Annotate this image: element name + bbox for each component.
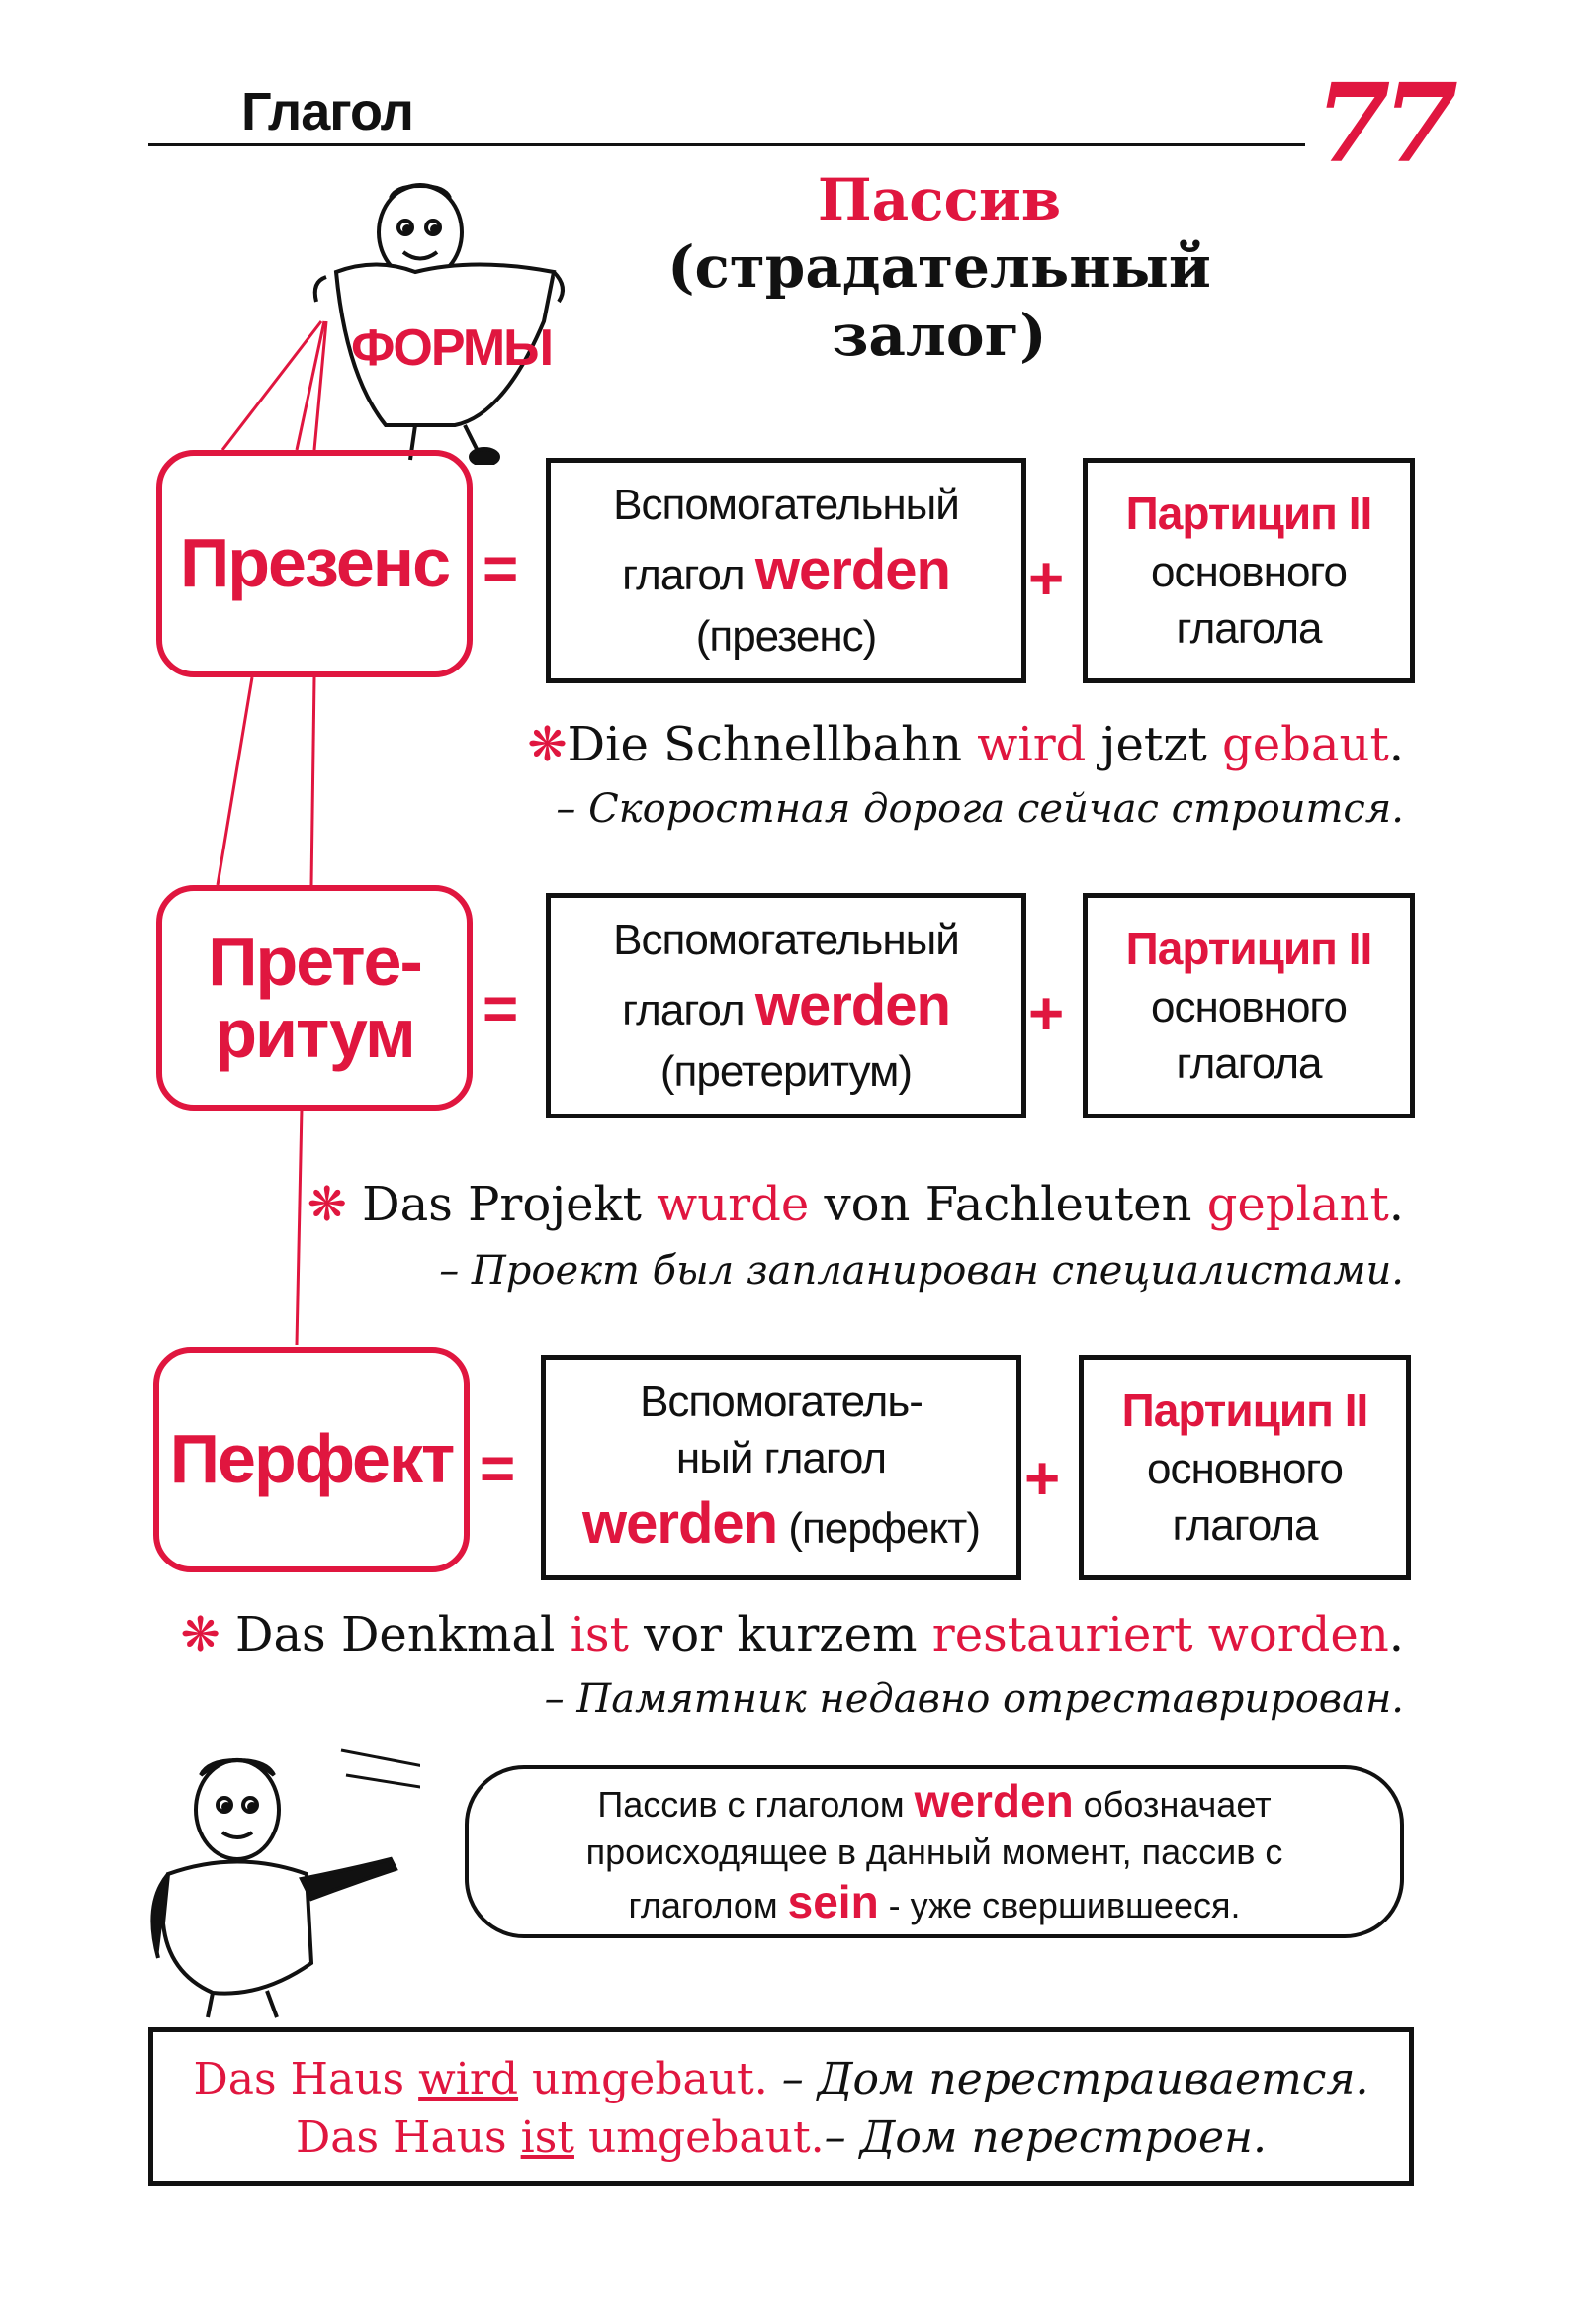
aux-verb-line [622,533,950,607]
star-icon: ❋ [180,1607,220,1662]
page-title [633,166,1246,369]
participle-title: Партицип II [1125,922,1372,974]
tense-label: Презенс [179,524,449,602]
plus-sign: + [1028,980,1065,1048]
text: von Fachleuten [809,1177,1207,1232]
example-russian: – Памятник недавно отреставрирован. [544,1676,1404,1722]
equals-sign: = [480,1435,516,1503]
text: Das Haus [193,2054,419,2104]
participle-box [1079,1355,1411,1580]
text: Das Projekt [362,1177,658,1232]
forms-label: ФОРМЫ [351,319,553,377]
aux-highlight: ist [570,1607,629,1662]
star-icon: ❋ [527,717,568,772]
translation: – Дом перестраивается. [767,2054,1369,2104]
text: umgebaut. [573,2112,825,2164]
text: . [1388,717,1404,772]
text: vor kurzem [628,1607,932,1662]
title-line-1: Пассив [817,166,1062,233]
text: . [1388,1607,1404,1662]
note-text [508,1773,1361,1931]
equals-sign: = [483,535,519,603]
plus-sign: + [1024,1445,1061,1513]
title-line-2: (страдательный [667,233,1211,302]
example-german [178,1177,1404,1232]
text: Die Schnellbahn [567,717,978,772]
title-line-3: залог) [832,301,1047,369]
auxiliary-box [546,893,1026,1118]
summary-box [148,2027,1414,2186]
participle-box [1083,458,1415,683]
aux-prefix: глагол [622,551,745,600]
tense-label-line: Прете- [208,922,421,1000]
participle-title: Партицип II [1125,487,1372,539]
aux-tense: (перфект) [788,1504,980,1554]
text: jetzt [1086,717,1223,772]
note-werden: werden [914,1774,1074,1827]
aux-tense: (презенс) [695,611,877,661]
example-russian: – Проект был запланирован специалистами. [439,1248,1404,1294]
participle-title: Партицип II [1121,1384,1368,1436]
participle-line: основного [1147,1444,1343,1493]
participle-highlight: gebaut [1222,717,1389,772]
chapter-title: Глагол [241,82,413,141]
aux-line: Вспомогательный [613,916,959,965]
aux-line: Вспомогатель- [640,1378,923,1427]
aux-line: Вспомогательный [613,481,959,530]
cartoon-character-pointing [143,1736,420,2022]
tense-label: Перфект [169,1420,454,1498]
page-number: 77 [1315,59,1451,187]
aux-verb: werden [754,538,950,603]
aux-verb: werden [582,1491,778,1557]
aux-line: ный глагол [675,1434,887,1483]
auxiliary-box [541,1355,1021,1580]
text: Das Denkmal [234,1607,571,1662]
plus-sign: + [1028,545,1065,613]
summary-line-1 [153,2050,1409,2108]
example-german [376,717,1404,772]
note-part: Пассив с глаголом [597,1783,915,1825]
translation: – Дом перестроен. [824,2112,1267,2164]
participle-box [1083,893,1415,1118]
text: Das Haus [296,2112,521,2164]
tense-label-line: ритум [215,995,414,1072]
note-sein: sein [787,1876,879,1927]
aux-highlight: wurde [657,1177,810,1232]
text: umgebaut. [518,2054,768,2104]
underlined-verb: wird [418,2054,519,2104]
header-rule [148,143,1305,146]
participle-highlight: restauriert worden [931,1607,1389,1662]
example-russian: – Скоростная дорога сейчас строится. [556,786,1404,832]
aux-highlight: wird [977,717,1087,772]
aux-prefix: глагол [622,986,745,1035]
note-bubble [465,1765,1404,1938]
note-part: обозначает происходящее в данный момент, пассив с глаголом [585,1783,1283,1925]
aux-verb-line [582,1486,980,1561]
note-part: - уже свершившееся. [878,1885,1241,1925]
participle-highlight: geplant [1206,1177,1389,1232]
example-german [168,1607,1404,1662]
participle-line: глагола [1176,603,1322,653]
participle-line: глагола [1176,1038,1322,1088]
auxiliary-box [546,458,1026,683]
tense-box-perfekt [153,1347,470,1572]
participle-line: основного [1151,982,1347,1031]
tense-box-preteritum [156,885,473,1111]
participle-line: основного [1151,547,1347,596]
text: . [1388,1177,1404,1232]
star-icon: ❋ [307,1177,347,1232]
underlined-verb: ist [520,2112,574,2164]
aux-verb-line [622,968,950,1042]
equals-sign: = [483,975,519,1043]
participle-line: глагола [1172,1500,1318,1550]
summary-line-2 [153,2108,1409,2167]
aux-tense: (претеритум) [659,1046,913,1096]
tense-box-presens [156,450,473,677]
aux-verb: werden [754,973,950,1038]
